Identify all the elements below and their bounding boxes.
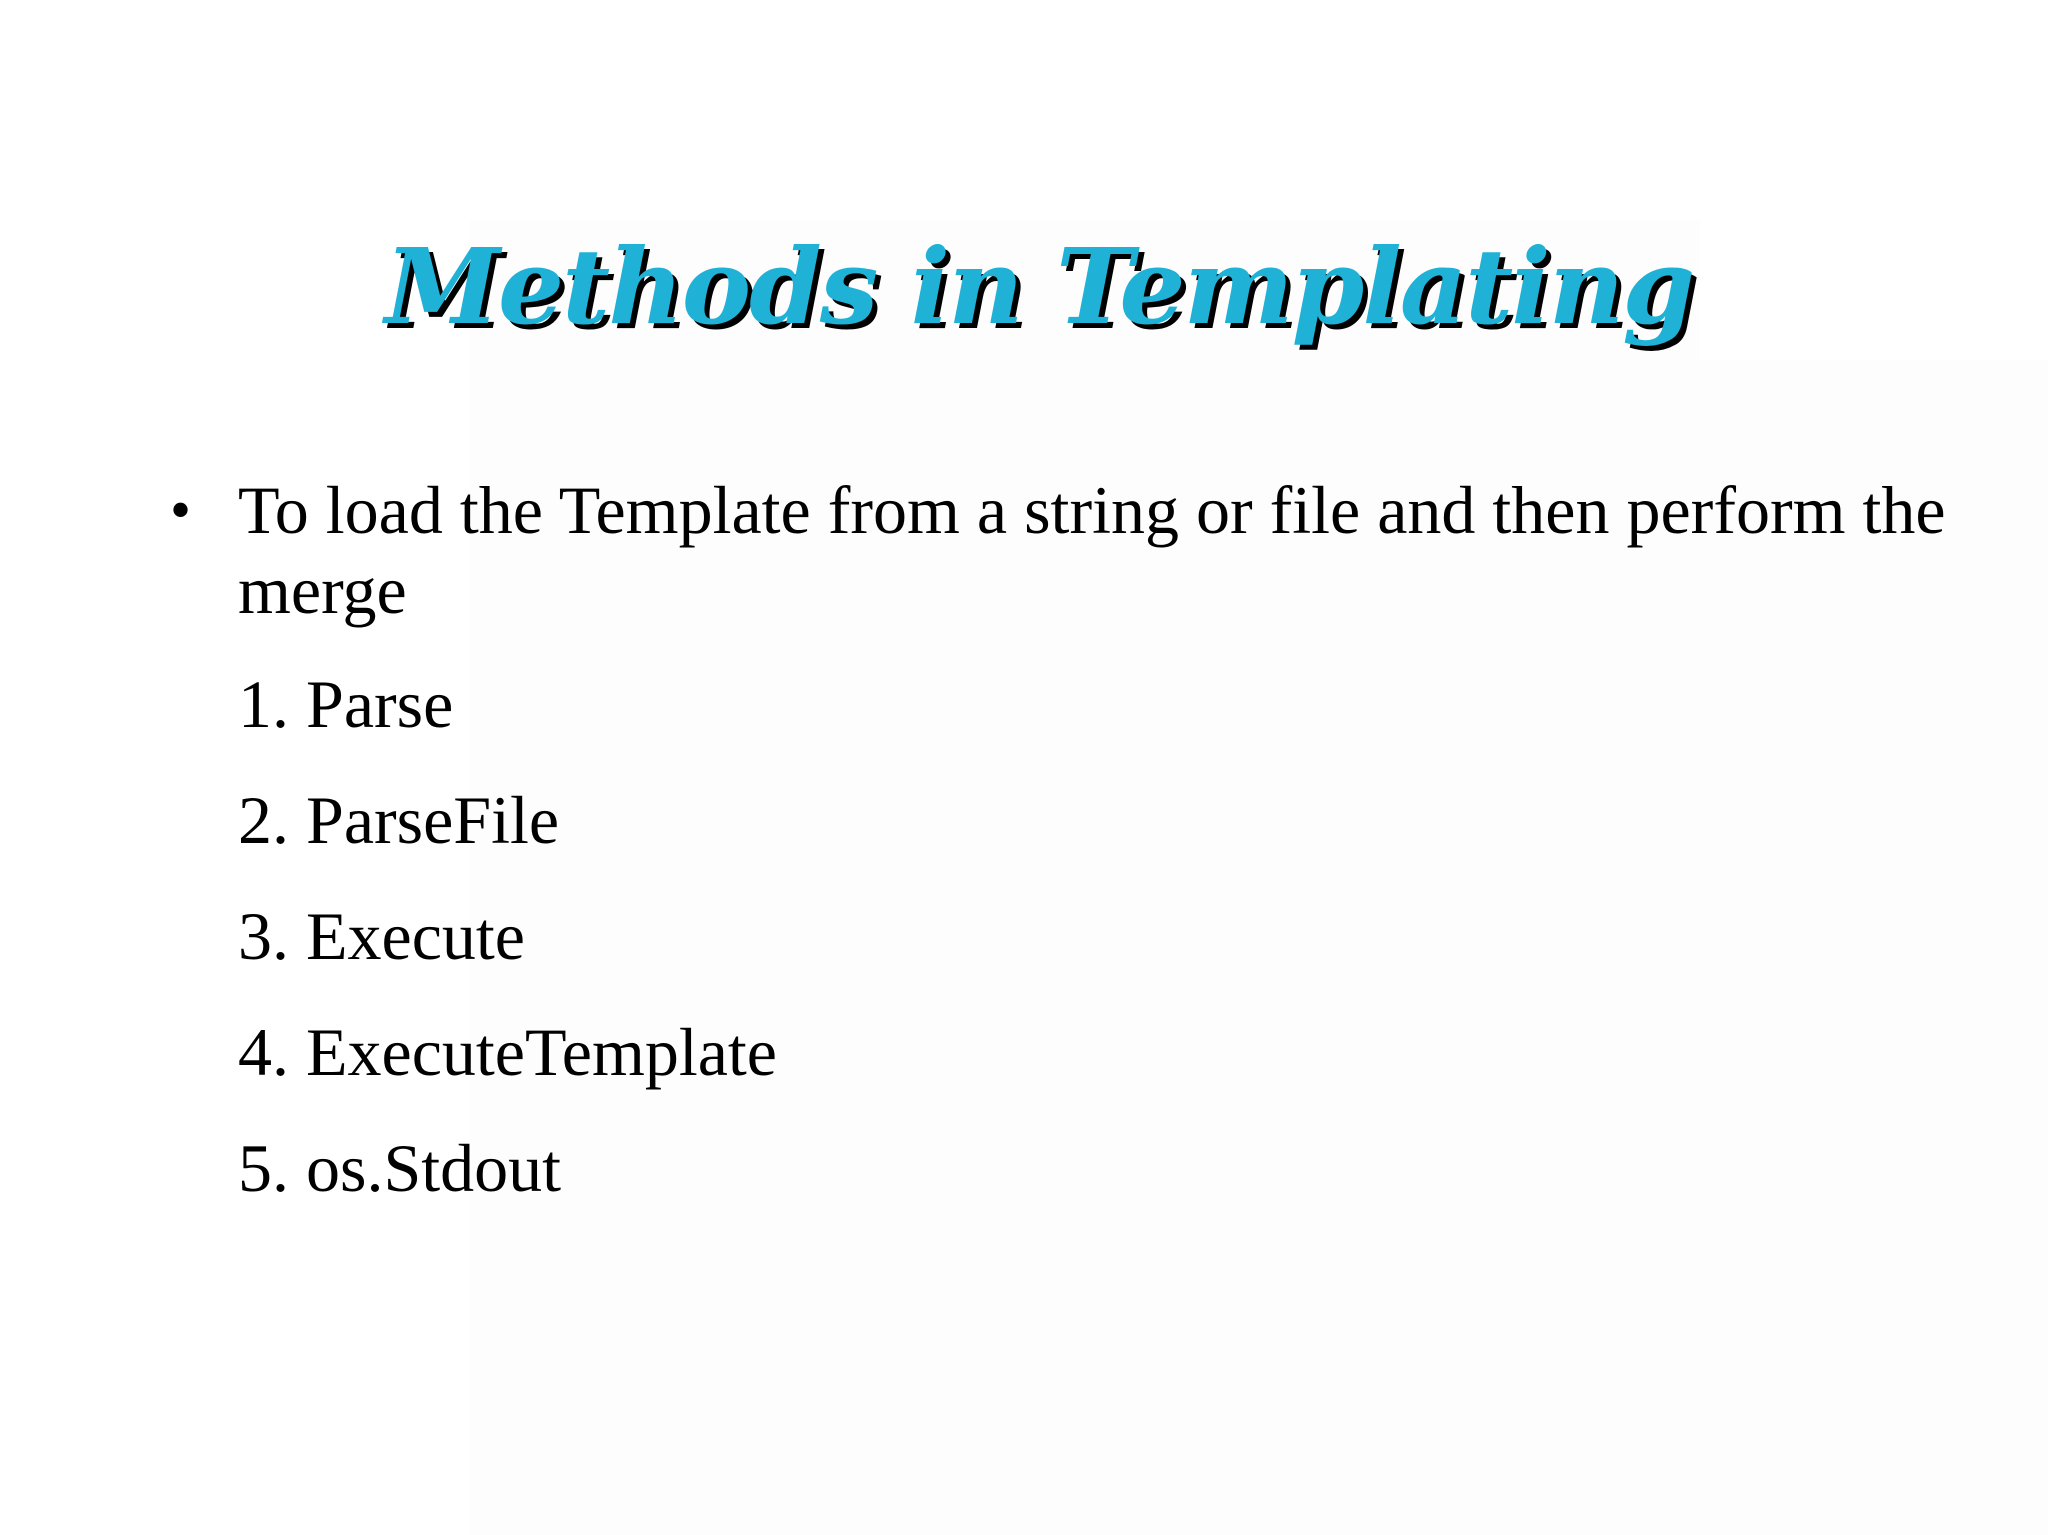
- method-item-execute: 3. Execute: [238, 898, 525, 974]
- bullet-marker: •: [170, 477, 192, 543]
- bullet-item: [170, 470, 1970, 630]
- method-item-os-stdout: 5. os.Stdout: [238, 1130, 562, 1206]
- slide-content: [170, 470, 1970, 1208]
- method-item-parsefile: 2. ParseFile: [238, 782, 560, 858]
- method-item-executetemplate: 4. ExecuteTemplate: [238, 1014, 777, 1090]
- method-list: [170, 664, 1970, 1208]
- method-item-parse: 1. Parse: [238, 666, 454, 742]
- bullet-text: To load the Template from a string or file and then perform the merge: [238, 472, 1946, 628]
- slide-title: Methods in Templating: [384, 225, 1694, 348]
